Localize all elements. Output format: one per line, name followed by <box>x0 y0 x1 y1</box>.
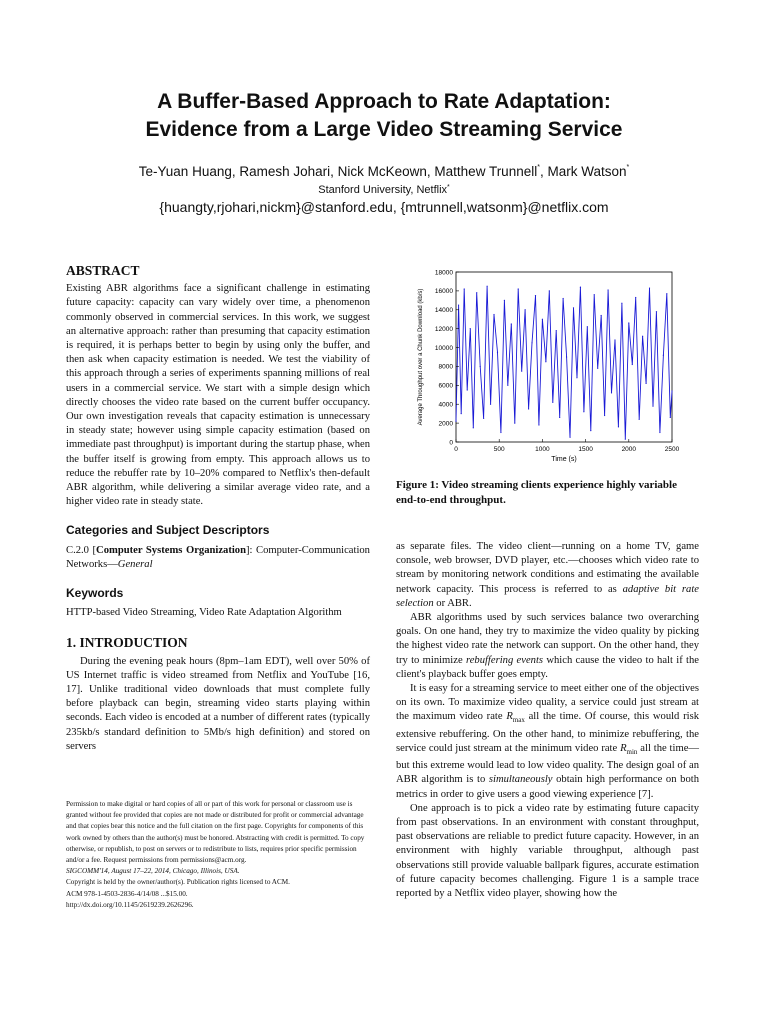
data-point <box>545 361 546 362</box>
x-tick-label: 2000 <box>621 446 637 453</box>
data-point <box>573 307 574 308</box>
data-point <box>476 292 477 293</box>
p3-text-end: obtain high performance on both metrics in order to give users a good viewing experience [7]. <box>396 774 699 800</box>
data-point <box>632 364 633 365</box>
data-point <box>480 366 481 367</box>
data-point <box>652 406 653 407</box>
introduction-heading: 1. INTRODUCTION <box>66 635 188 651</box>
y-tick-label: 18000 <box>434 269 453 277</box>
data-point <box>642 336 643 337</box>
data-point <box>604 415 605 416</box>
p3-text: It is easy for a streaming service to meet either one of the objectives on its own. To maximize video quality, a service could just stream at the maximum video rate <box>396 683 699 723</box>
data-point <box>490 404 491 405</box>
author-emails: {huangty,rjohari,nickm}@stanford.edu, {mtrunnell,watsonm}@netflix.com <box>159 199 609 215</box>
data-point <box>625 439 626 440</box>
y-tick-label: 10000 <box>434 344 453 352</box>
affiliation-mark: * <box>447 184 450 191</box>
figure-caption: Figure 1: Video streaming clients experience highly variable end-to-end throughput. <box>396 479 677 506</box>
authors-last: , Mark Watson <box>539 164 627 179</box>
y-tick-label: 12000 <box>434 325 453 333</box>
data-point <box>467 389 468 390</box>
p3-emphasis: simultaneously <box>488 774 553 786</box>
data-point <box>583 411 584 412</box>
data-point <box>556 330 557 331</box>
y-axis-label: Average Throughput over a Chunk Download (kb/s) <box>418 288 424 426</box>
p2-emphasis: rebuffering events <box>465 654 544 666</box>
copyright-info: Copyright is held by the owner/author(s). Publication rights licensed to ACM. <box>66 878 290 887</box>
y-tick-label: 16000 <box>434 288 453 296</box>
data-point <box>670 417 671 418</box>
data-point <box>507 385 508 386</box>
affiliation-text: Stanford University, Netflix <box>318 184 448 196</box>
data-point <box>656 311 657 312</box>
series-line-throughput <box>456 286 672 439</box>
paper-title-line-1: A Buffer-Based Approach to Rate Adaptation: <box>157 90 611 113</box>
rmax-symbol: R <box>506 711 513 723</box>
data-point <box>566 356 567 357</box>
data-point <box>559 417 560 418</box>
throughput-chart <box>412 266 702 466</box>
keywords-heading: Keywords <box>66 586 124 601</box>
data-point <box>576 377 577 378</box>
data-point <box>473 427 474 428</box>
y-tick-label: 2000 <box>438 420 453 428</box>
x-tick-label: 2500 <box>664 446 680 453</box>
data-point <box>659 432 660 433</box>
data-point <box>538 424 539 425</box>
y-tick-label: 0 <box>449 439 453 447</box>
categories-text <box>66 544 370 572</box>
categories-bold: Computer Systems Organization <box>96 544 246 556</box>
data-point <box>504 300 505 301</box>
data-point <box>621 303 622 304</box>
data-point <box>618 426 619 427</box>
data-point <box>607 289 608 290</box>
data-point <box>531 342 532 343</box>
data-point <box>464 288 465 289</box>
y-tick-label: 14000 <box>434 307 453 315</box>
data-point <box>590 430 591 431</box>
data-point <box>528 408 529 409</box>
affiliation <box>40 184 728 196</box>
y-tick-label: 4000 <box>438 401 453 409</box>
data-point <box>569 437 570 438</box>
data-point <box>455 421 456 422</box>
introduction-paragraph-1: During the evening peak hours (8pm–1am EDT), well over 50% of US Internet traffic is video streamed from Netflix and YouTube [16, 17]. Unlike traditional video downloads that must complete fully before playback can begin, streaming video starts playing within seconds. Each video is encoded at a number of different rates (typically 235kb/s standard definition to 5Mb/s high definition) and stored on servers <box>66 655 370 752</box>
data-point <box>470 328 471 329</box>
permission-text: Permission to make digital or hard copies of all or part of this work for personal or classroom use is granted without fee provided that copies are not made or distributed for profit or commercial advantage and that copies bear this notice and the full citation on the first page. Copyrights for components of this work owned by others than the author(s) must be honored. Abstracting with credit is permitted. To copy otherwise, or republish, to post on servers or to redistribute to lists, requires prior specific permission and/or a fee. Request permissions from permissions@acm.org. <box>66 800 365 865</box>
p3-text-2: all the time. Of course, this would risk extensive rebuffering. On the other hand, to minimize rebuffering, the service could just stream at the minimum video rate <box>396 711 699 754</box>
data-point <box>483 418 484 419</box>
p3-text-3: all the time—but this extreme would lead to low video quality. The design goal of an ABR algorithm is to <box>396 742 699 786</box>
right-paragraph-3 <box>396 682 699 802</box>
data-point <box>549 290 550 291</box>
data-point <box>500 432 501 433</box>
isbn-info: ACM 978-1-4503-2836-4/14/08 ...$15.00. <box>66 889 188 898</box>
paper-title <box>40 88 728 144</box>
data-point <box>535 295 536 296</box>
data-point <box>587 326 588 327</box>
right-paragraph-4: One approach is to pick a video rate by estimating future capacity from past observations. In an environment with constant throughput, past observations are reliable to predict future capacity. However, in an environment with highly variable throughput, although past observations still provide valuable ballpark figures, accurate estimation of future capacity becomes challenging. Figure 1 is a sample trace reported by a Netflix video player, showing how the <box>396 802 699 900</box>
data-point <box>666 293 667 294</box>
right-column <box>396 540 699 901</box>
categories-heading: Categories and Subject Descriptors <box>66 523 270 538</box>
data-point <box>594 294 595 295</box>
data-point <box>611 392 612 393</box>
author-mark: * <box>537 164 540 171</box>
data-point <box>542 319 543 320</box>
categories-rest: ]: Computer-Communication Networks— <box>66 544 370 570</box>
x-tick-label: 1000 <box>535 446 550 453</box>
p1-text: as separate files. The video client—running on a home TV, game console, web browser, DVD player, etc.—chooses which video rate to stream by monitoring network conditions and estimating the available network capacity. This process is referred to as <box>396 541 699 595</box>
data-point <box>461 413 462 414</box>
conference-info: SIGCOMM'14, August 17–22, 2014, Chicago, Illinois, USA. <box>66 867 240 876</box>
p1-text-end: or ABR. <box>433 597 472 609</box>
y-tick-label: 6000 <box>438 382 453 390</box>
data-point <box>639 419 640 420</box>
data-point <box>597 368 598 369</box>
data-point <box>635 297 636 298</box>
data-point <box>663 355 664 356</box>
chart-labels <box>418 289 577 463</box>
authors-main: Te-Yuan Huang, Ramesh Johari, Nick McKeown, Matthew Trunnell <box>138 164 538 179</box>
data-point <box>628 322 629 323</box>
doi-link[interactable]: http://dx.doi.org/10.1145/2619239.2626296. <box>66 900 194 909</box>
abstract-heading: ABSTRACT <box>66 263 140 278</box>
left-column <box>66 264 370 754</box>
rmin-subscript: min <box>626 748 638 757</box>
chart-series <box>455 286 672 440</box>
p1-emphasis: adaptive bit rate selection <box>396 583 699 609</box>
data-point <box>493 314 494 315</box>
keywords-text: HTTP-based Video Streaming, Video Rate Adaptation Algorithm <box>66 607 342 619</box>
categories-general: General <box>117 558 153 570</box>
x-tick-label: 1500 <box>578 446 593 453</box>
rmin-symbol: R <box>620 742 627 754</box>
data-point <box>563 298 564 299</box>
data-point <box>525 309 526 310</box>
data-point <box>601 315 602 316</box>
right-paragraph-2 <box>396 611 699 682</box>
data-point <box>645 383 646 384</box>
data-point <box>649 287 650 288</box>
p2-text: ABR algorithms used by such services balance two overarching goals. On one hand, they try to maximize the video quality by picking the highest video rate the network can support. On the other hand, they try to minimize <box>396 612 699 666</box>
paper-title-line-2: Evidence from a Large Video Streaming Service <box>145 118 623 141</box>
y-tick-label: 8000 <box>438 363 453 371</box>
data-point <box>458 304 459 305</box>
x-tick-label: 0 <box>454 446 458 453</box>
p2-text-end: which cause the video to halt if the client's playback buffer goes empty. <box>396 654 699 680</box>
x-tick-label: 500 <box>493 446 505 453</box>
data-point <box>518 288 519 289</box>
abstract-text: Existing ABR algorithms face a significant challenge in estimating future capacity: capacity can vary widely over time, a phenomenon commonly observed in commercial services. In this work, we suggest an alternative approach: rather than presuming that capacity estimation is required, it is perhaps better to begin by using only the buffer, and then ask when capacity estimation is needed. We test the viability of this approach through a series of experiments spanning millions of real users in a commercial service. We start with a simple design which directly chooses the video rate based on the current buffer occupancy. Our own investigation reveals that capacity estimation is unnecessary in steady state; however using simple capacity estimation (based on immediate past throughput) is important during the startup phase, when the buffer itself is growing from empty. This approach allows us to reduce the rebuffer rate by 10–20% compared to Netflix's then-default ABR algorithm, while delivering a similar average video rate, and a higher video rate in steady state. <box>66 283 370 508</box>
data-point <box>552 402 553 403</box>
data-point <box>671 390 672 391</box>
categories-code: C.2.0 [ <box>66 544 97 556</box>
author-mark: * <box>626 164 630 171</box>
permission-block <box>66 799 370 911</box>
right-paragraph-1 <box>396 540 699 611</box>
title-block <box>40 88 728 215</box>
data-point <box>521 371 522 372</box>
data-point <box>487 286 488 287</box>
author-list <box>40 164 728 179</box>
data-point <box>497 352 498 353</box>
data-point <box>580 287 581 288</box>
data-point <box>514 423 515 424</box>
x-axis-label: Time (s) <box>551 456 577 463</box>
data-point <box>511 323 512 324</box>
data-point <box>614 339 615 340</box>
rmax-subscript: max <box>512 716 525 725</box>
